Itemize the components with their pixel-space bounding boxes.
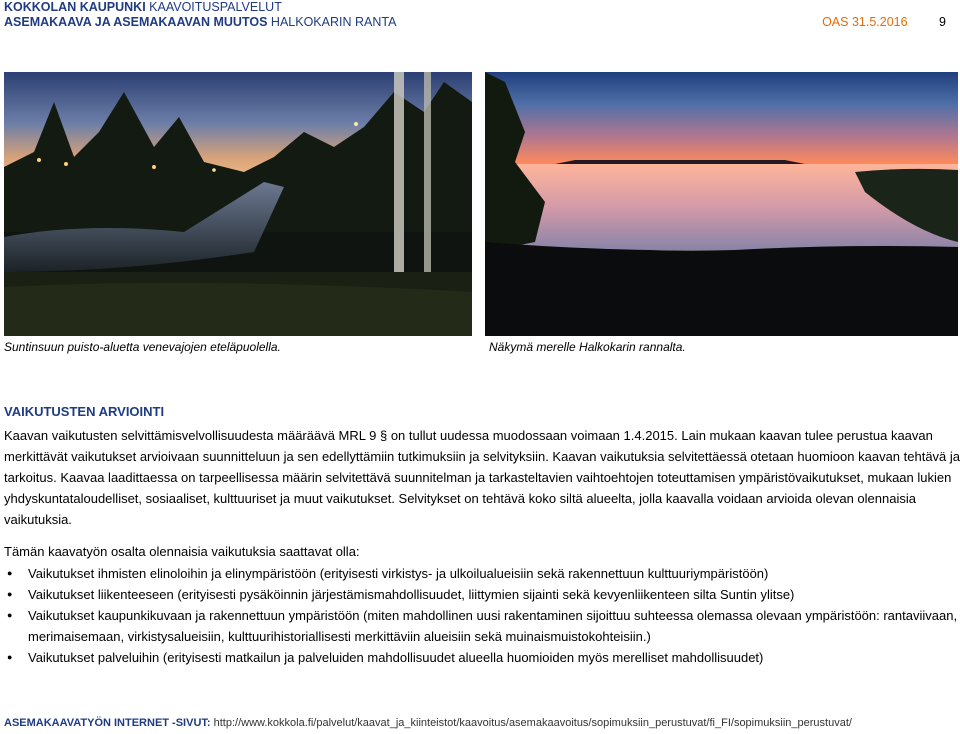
impact-assessment-paragraph: Kaavan vaikutusten selvittämisvelvollisuudesta määräävä MRL 9 § on tullut uudessa muodossaan voimaan 1.4.2015. Lain mukaan kaavan tulee perustua kaavan merkittävät vaikutukset arvioivaan suunnitteluun ja sen edellyttämiin tutkimuksiin ja selvityksiin. Kaavan vaikutuksia selvitettäessä otetaan huomioon kaavan tehtävä ja tarkoitus. Kaavaa laadittaessa on tarpeellisessa määrin selvitettävä suunnitelman ja tarkasteltavien vaihtoehtojen toteuttamisen ympäristövaikutukset, mukaan lukien yhdyskuntataloudelliset, sosiaaliset, kulttuuriset ja muut vaikutukset. Selvitykset on tehtävä koko siltä alueelta, jolla kaavalla voidaan arvioida olevan olennaisia vaikutuksia. [4,428,960,527]
left-photo-caption: Suntinsuun puisto-aluetta venevajojen eteläpuolella. [4,340,281,354]
header-meta [822,15,946,30]
section-body [4,425,960,530]
header-oas-date: OAS 31.5.2016 [822,15,908,29]
list-item: ● Vaikutukset liikenteeseen (erityisesti pysäköinnin järjestämismahdollisuudet, liittymien sijainti sekä kevyenliikenteen silta Suntin ylitse) [4,584,960,605]
list-item: ● Vaikutukset kaupunkikuvaan ja rakennettuun ympäristöön (miten mahdollinen uusi rakentaminen sijoittuu suhteessa olemassa olevaan ympäristöön: rantaviivaan, merimaisemaan, virkistysalueisiin, kulttuurihistoriallisesti merkittäviin alueisiin sekä muinaismuistokohteisiin.) [4,605,960,647]
page-footer [4,717,852,729]
list-item: ● Vaikutukset ihmisten elinoloihin ja elinympäristöön (erityisesti virkistys- ja ulkoilualueisiin sekä rakennettuun kulttuuriympäristöön) [4,563,960,584]
page-header [4,0,956,36]
header-department: KAAVOITUSPALVELUT [149,0,282,14]
header-plan-type: ASEMAKAAVA JA ASEMAKAAVAN MUUTOS [4,15,268,29]
right-photo-caption: Näkymä merelle Halkokarin rannalta. [489,340,686,354]
section-title: VAIKUTUSTEN ARVIOINTI [4,404,165,419]
header-organization [4,0,282,15]
park-dusk-photo [4,72,472,336]
sea-sunset-photo [485,72,958,336]
list-item: ● Vaikutukset palveluihin (erityisesti matkailun ja palveluiden mahdollisuudet alueella huomioiden myös merelliset mahdollisuudet) [4,647,960,668]
page-number: 9 [939,15,946,29]
header-plan-name: HALKOKARIN RANTA [270,15,397,29]
footer-url-link[interactable]: http://www.kokkola.fi/palvelut/kaavat_ja_kiinteistot/kaavoitus/asemakaavoitus/sopimuksiin_perustuvat/fi_FI/sopimuksiin_perustuvat/ [213,717,852,729]
header-plan [4,15,396,30]
impact-intro: Tämän kaavatyön osalta olennaisia vaikutuksia saattavat olla: [4,544,360,559]
header-org-name: KOKKOLAN KAUPUNKI [4,0,146,14]
impact-list [4,563,960,668]
footer-label: ASEMAKAAVATYÖN INTERNET -SIVUT: [4,717,211,729]
